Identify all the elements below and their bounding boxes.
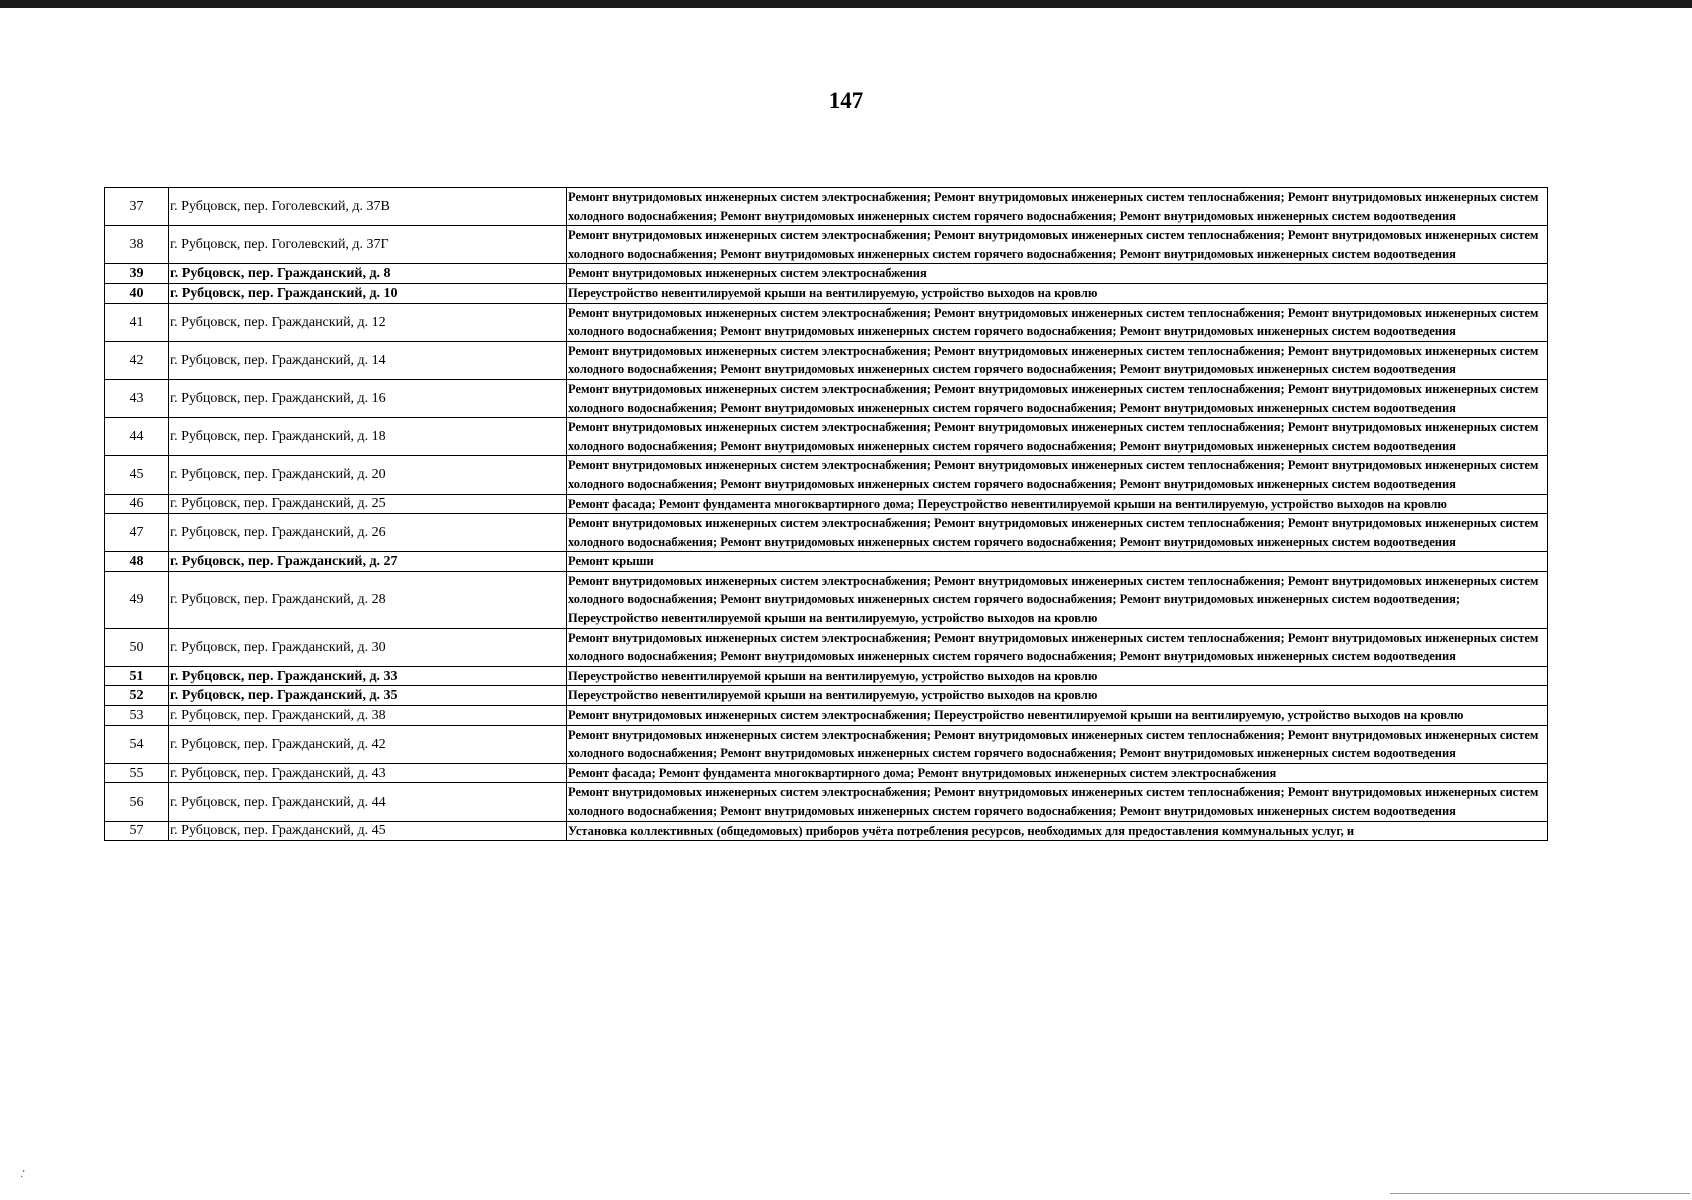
row-works: Ремонт крыши: [567, 552, 1548, 572]
row-number: 54: [105, 725, 169, 763]
row-number: 53: [105, 706, 169, 726]
table-row: [105, 666, 1548, 686]
row-address: г. Рубцовск, пер. Гражданский, д. 44: [169, 783, 567, 821]
row-works: Ремонт внутридомовых инженерных систем электроснабжения: [567, 264, 1548, 284]
row-address: г. Рубцовск, пер. Гражданский, д. 26: [169, 514, 567, 552]
table-row: [105, 571, 1548, 628]
row-number: 42: [105, 341, 169, 379]
row-number: 39: [105, 264, 169, 284]
row-number: 57: [105, 821, 169, 841]
row-works: Ремонт внутридомовых инженерных систем электроснабжения; Ремонт внутридомовых инженерных систем теплоснабжения; Ремонт внутридомовых инженерных систем холодного водоснабжения; Ремонт внутридомовых инженерных систем горячего водоснабжения; Ремонт внутридомовых инженерных систем водоотведения: [567, 725, 1548, 763]
row-address: г. Рубцовск, пер. Гражданский, д. 25: [169, 494, 567, 514]
scan-mark: ⸱̣: [22, 1164, 26, 1178]
row-address: г. Рубцовск, пер. Гражданский, д. 42: [169, 725, 567, 763]
row-address: г. Рубцовск, пер. Гражданский, д. 33: [169, 666, 567, 686]
table-row: [105, 494, 1548, 514]
row-works: Ремонт внутридомовых инженерных систем электроснабжения; Ремонт внутридомовых инженерных систем теплоснабжения; Ремонт внутридомовых инженерных систем холодного водоснабжения; Ремонт внутридомовых инженерных систем горячего водоснабжения; Ремонт внутридомовых инженерных систем водоотведения: [567, 379, 1548, 417]
row-works: Переустройство невентилируемой крыши на вентилируемую, устройство выходов на кровлю: [567, 666, 1548, 686]
table-body: [105, 188, 1548, 841]
row-address: г. Рубцовск, пер. Гражданский, д. 45: [169, 821, 567, 841]
page-number: 147: [828, 88, 864, 113]
row-number: 56: [105, 783, 169, 821]
table-row: [105, 283, 1548, 303]
row-works: Ремонт внутридомовых инженерных систем электроснабжения; Переустройство невентилируемой крыши на вентилируемую, устройство выходов на кровлю: [567, 706, 1548, 726]
row-works: Переустройство невентилируемой крыши на вентилируемую, устройство выходов на кровлю: [567, 686, 1548, 706]
row-number: 51: [105, 666, 169, 686]
table-row: [105, 706, 1548, 726]
row-works: Ремонт внутридомовых инженерных систем электроснабжения; Ремонт внутридомовых инженерных систем теплоснабжения; Ремонт внутридомовых инженерных систем холодного водоснабжения; Ремонт внутридомовых инженерных систем горячего водоснабжения; Ремонт внутридомовых инженерных систем водоотведения: [567, 188, 1548, 226]
row-address: г. Рубцовск, пер. Гражданский, д. 43: [169, 763, 567, 783]
row-number: 52: [105, 686, 169, 706]
table-row: [105, 188, 1548, 226]
row-number: 37: [105, 188, 169, 226]
row-address: г. Рубцовск, пер. Гражданский, д. 16: [169, 379, 567, 417]
table-row: [105, 379, 1548, 417]
table-row: [105, 821, 1548, 841]
table-row: [105, 264, 1548, 284]
table-row: [105, 456, 1548, 494]
row-works: Переустройство невентилируемой крыши на вентилируемую, устройство выходов на кровлю: [567, 283, 1548, 303]
row-number: 43: [105, 379, 169, 417]
row-works: Ремонт внутридомовых инженерных систем электроснабжения; Ремонт внутридомовых инженерных систем теплоснабжения; Ремонт внутридомовых инженерных систем холодного водоснабжения; Ремонт внутридомовых инженерных систем горячего водоснабжения; Ремонт внутридомовых инженерных систем водоотведения: [567, 783, 1548, 821]
row-works: Ремонт внутридомовых инженерных систем электроснабжения; Ремонт внутридомовых инженерных систем теплоснабжения; Ремонт внутридомовых инженерных систем холодного водоснабжения; Ремонт внутридомовых инженерных систем горячего водоснабжения; Ремонт внутридомовых инженерных систем водоотведения: [567, 341, 1548, 379]
table-row: [105, 418, 1548, 456]
table-row: [105, 226, 1548, 264]
row-works: Ремонт фасада; Ремонт фундамента многоквартирного дома; Переустройство невентилируемой крыши на вентилируемую, устройство выходов на кровлю: [567, 494, 1548, 514]
table-row: [105, 686, 1548, 706]
row-works: Ремонт внутридомовых инженерных систем электроснабжения; Ремонт внутридомовых инженерных систем теплоснабжения; Ремонт внутридомовых инженерных систем холодного водоснабжения; Ремонт внутридомовых инженерных систем горячего водоснабжения; Ремонт внутридомовых инженерных систем водоотведения: [567, 456, 1548, 494]
row-address: г. Рубцовск, пер. Гражданский, д. 20: [169, 456, 567, 494]
row-number: 49: [105, 571, 169, 628]
row-address: г. Рубцовск, пер. Гражданский, д. 12: [169, 303, 567, 341]
row-number: 47: [105, 514, 169, 552]
table-row: [105, 552, 1548, 572]
row-address: г. Рубцовск, пер. Гражданский, д. 8: [169, 264, 567, 284]
table-row: [105, 514, 1548, 552]
row-number: 40: [105, 283, 169, 303]
table-row: [105, 303, 1548, 341]
row-works: Ремонт фасада; Ремонт фундамента многоквартирного дома; Ремонт внутридомовых инженерных систем электроснабжения: [567, 763, 1548, 783]
scan-top-border: [0, 0, 1692, 8]
scan-bottom-line: [1390, 1193, 1690, 1194]
row-address: г. Рубцовск, пер. Гражданский, д. 35: [169, 686, 567, 706]
row-number: 38: [105, 226, 169, 264]
row-works: Ремонт внутридомовых инженерных систем электроснабжения; Ремонт внутридомовых инженерных систем теплоснабжения; Ремонт внутридомовых инженерных систем холодного водоснабжения; Ремонт внутридомовых инженерных систем горячего водоснабжения; Ремонт внутридомовых инженерных систем водоотведения; Переустройство невентилируемой крыши на вентилируемую, устройство выходов на кровлю: [567, 571, 1548, 628]
repair-works-table: [104, 187, 1548, 841]
row-address: г. Рубцовск, пер. Гражданский, д. 38: [169, 706, 567, 726]
table-row: [105, 628, 1548, 666]
row-works: Ремонт внутридомовых инженерных систем электроснабжения; Ремонт внутридомовых инженерных систем теплоснабжения; Ремонт внутридомовых инженерных систем холодного водоснабжения; Ремонт внутридомовых инженерных систем горячего водоснабжения; Ремонт внутридомовых инженерных систем водоотведения: [567, 628, 1548, 666]
row-works: Ремонт внутридомовых инженерных систем электроснабжения; Ремонт внутридомовых инженерных систем теплоснабжения; Ремонт внутридомовых инженерных систем холодного водоснабжения; Ремонт внутридомовых инженерных систем горячего водоснабжения; Ремонт внутридомовых инженерных систем водоотведения: [567, 514, 1548, 552]
row-number: 45: [105, 456, 169, 494]
table-row: [105, 725, 1548, 763]
row-address: г. Рубцовск, пер. Гражданский, д. 14: [169, 341, 567, 379]
row-address: г. Рубцовск, пер. Гоголевский, д. 37Г: [169, 226, 567, 264]
row-address: г. Рубцовск, пер. Гражданский, д. 27: [169, 552, 567, 572]
table-row: [105, 783, 1548, 821]
row-works: Установка коллективных (общедомовых) приборов учёта потребления ресурсов, необходимых для предоставления коммунальных услуг, и: [567, 821, 1548, 841]
row-address: г. Рубцовск, пер. Гражданский, д. 30: [169, 628, 567, 666]
row-number: 50: [105, 628, 169, 666]
row-works: Ремонт внутридомовых инженерных систем электроснабжения; Ремонт внутридомовых инженерных систем теплоснабжения; Ремонт внутридомовых инженерных систем холодного водоснабжения; Ремонт внутридомовых инженерных систем горячего водоснабжения; Ремонт внутридомовых инженерных систем водоотведения: [567, 226, 1548, 264]
row-address: г. Рубцовск, пер. Гражданский, д. 10: [169, 283, 567, 303]
row-number: 41: [105, 303, 169, 341]
row-number: 48: [105, 552, 169, 572]
table-row: [105, 341, 1548, 379]
row-number: 46: [105, 494, 169, 514]
row-number: 44: [105, 418, 169, 456]
row-number: 55: [105, 763, 169, 783]
row-works: Ремонт внутридомовых инженерных систем электроснабжения; Ремонт внутридомовых инженерных систем теплоснабжения; Ремонт внутридомовых инженерных систем холодного водоснабжения; Ремонт внутридомовых инженерных систем горячего водоснабжения; Ремонт внутридомовых инженерных систем водоотведения: [567, 303, 1548, 341]
row-address: г. Рубцовск, пер. Гоголевский, д. 37В: [169, 188, 567, 226]
table-row: [105, 763, 1548, 783]
row-works: Ремонт внутридомовых инженерных систем электроснабжения; Ремонт внутридомовых инженерных систем теплоснабжения; Ремонт внутридомовых инженерных систем холодного водоснабжения; Ремонт внутридомовых инженерных систем горячего водоснабжения; Ремонт внутридомовых инженерных систем водоотведения: [567, 418, 1548, 456]
row-address: г. Рубцовск, пер. Гражданский, д. 18: [169, 418, 567, 456]
row-address: г. Рубцовск, пер. Гражданский, д. 28: [169, 571, 567, 628]
